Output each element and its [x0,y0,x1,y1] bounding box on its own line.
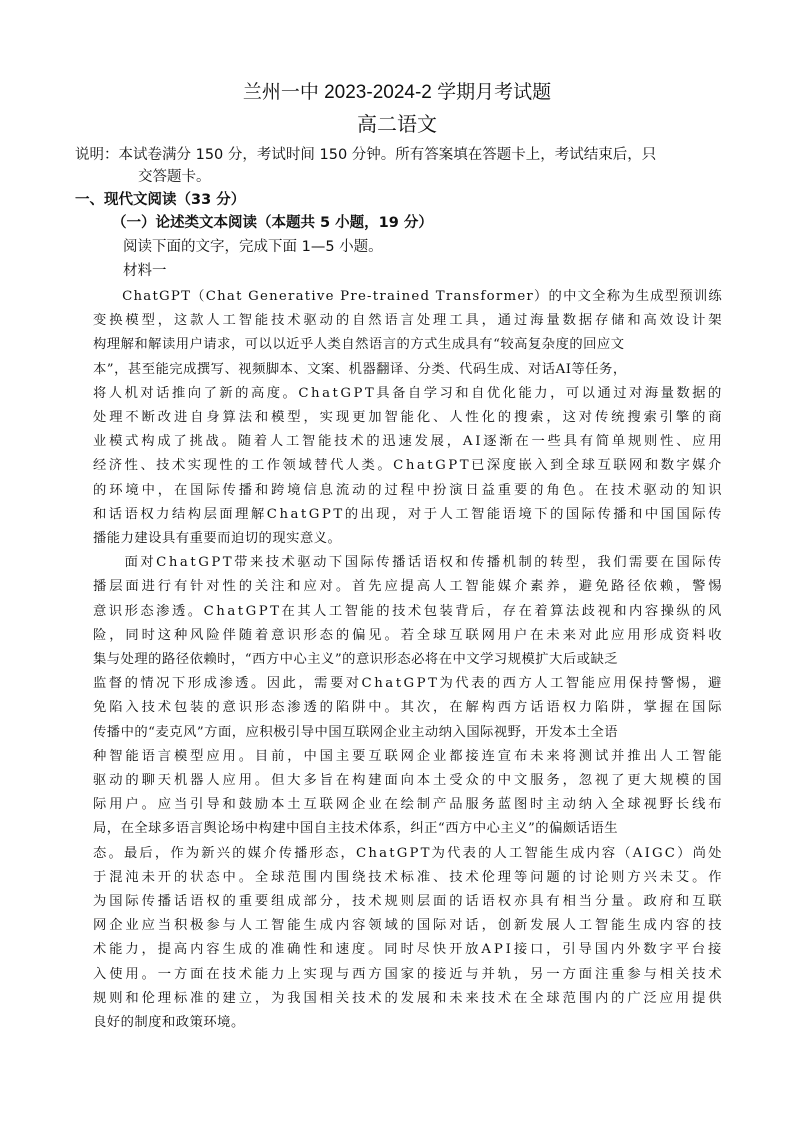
body-line: 为国际传播话语权的重要组成部分，技术规则层面的话语权亦具有相当分量。政府和互联 [93,894,725,909]
body-line: ChatGPT（Chat Generative Pre-trained Transformer）的中文全称为生成型预训练 [93,289,723,304]
body-line: 种智能语言模型应用。目前，中国主要互联网企业都接连宣布未来将测试并推出人工智能 [93,748,725,764]
exam-title: 兰州一中 2023-2024-2 学期月考试题 [242,82,552,103]
section-heading: 一、现代文阅读（33 分） [75,192,246,208]
material-label: 材料一 [123,263,167,279]
body-line: 意识形态渗透。ChatGPT在其人工智能的技术包装背后，存在着算法歧视和内容操纵的风 [93,603,724,619]
body-line: 良好的制度和政策环境。 [93,1015,245,1030]
section-subheading: （一）论述类文本阅读（本题共 5 小题，19 分） [112,215,433,231]
body-line: 播层面进行有针对性的关注和应对。首先应提高人工智能媒介素养，避免路径依赖，警惕 [93,579,725,595]
body-line: 构理解和解读用户请求，可以以近乎人类自然语言的方式生成具有“较高复杂度的回应文 [93,337,625,353]
body-line: 险，同时这种风险伴随着意识形态的偏见。若全球互联网用户在未来对此应用形成资料收 [93,627,725,643]
body-line: 规则和伦理标准的建立，为我国相关技术的发展和未来技术在全球范围内的广泛应用提供 [93,990,725,1006]
body-line: 将人机对话推向了新的高度。ChatGPT具备自学习和自优化能力，可以通过对海量数据的 [93,385,724,401]
body-line: 免陷入技术包装的意识形态渗透的陷阱中。其次，在解构西方话语权力陷阱，掌握在国际 [93,700,725,716]
body-line: 驱动的聊天机器人应用。但大多旨在构建面向本土受众的中文服务，忽视了更大规模的国 [93,773,725,788]
body-line: 和话语权力结构层面理解ChatGPT的出现，对于人工智能语境下的国际传播和中国国际传 [93,506,724,522]
body-line: 集与处理的路径依赖时，“西方中心主义”的意识形态必将在中文学习规模扩大后或缺乏 [93,652,619,667]
body-line: 本”，甚至能完成撰写、视频脚本、文案、机器翻译、分类、代码生成、对话AI等任务， [93,361,627,377]
body-line: 处理不断改进自身算法和模型，实现更加智能化、人性化的搜索，这对传统搜索引擎的商 [93,410,725,425]
instructions-line-2: 交答题卡。 [138,169,211,185]
reading-prompt: 阅读下面的文字，完成下面 1—5 小题。 [123,239,383,255]
body-line: 网企业应当积极参与人工智能生成内容领域的国际对话，创新发展人工智能生成内容的技 [93,918,725,934]
body-line: 入使用。一方面在技术能力上实现与西方国家的接近与并轨，另一方面注重参与相关技术 [93,966,725,982]
body-line: 业模式构成了挑战。随着人工智能技术的迅速发展，AI逐渐在一些具有简单规则性、应用 [93,434,725,450]
body-line: 态。最后，作为新兴的媒介传播形态，ChatGPT为代表的人工智能生成内容（AIGC）尚处 [93,845,724,861]
body-line: 播能力建设具有重要而迫切的现实意义。 [93,531,342,546]
exam-subtitle: 高二语文 [357,114,437,136]
body-line: 经济性、技术实现性的工作领域替代人类。ChatGPT已深度嵌入到全球互联网和数字媒介 [93,458,724,474]
body-line: 局，在全球多语言舆论场中构建中国自主技术体系，纠正“西方中心主义”的偏颇话语生 [93,821,619,837]
instructions-line-1: 说明：本试卷满分 150 分，考试时间 150 分钟。所有答案填在答题卡上，考试结束后，只 [75,147,657,163]
body-line: 术能力，提高内容生成的准确性和速度。同时尽快开放API接口，引导国内外数字平台接 [93,942,725,958]
body-line: 监督的情况下形成渗透。因此，需要对ChatGPT为代表的西方人工智能应用保持警惕，避 [93,676,724,692]
body-line: 面对ChatGPT带来技术驱动下国际传播话语权和传播机制的转型，我们需要在国际传 [93,555,724,571]
body-line: 际用户。应当引导和鼓励本土互联网企业在绘制产品服务蓝图时主动纳入全球视野长线布 [93,797,725,813]
body-line: 变换模型，这款人工智能技术驱动的自然语言处理工具，通过海量数据存储和高效设计架 [93,313,725,329]
body-line: 的环境中，在国际传播和跨境信息流动的过程中扮演日益重要的角色。在技术驱动的知识 [93,482,725,498]
body-line: 传播中的“麦克风”方面，应积极引导中国互联网企业主动纳入国际视野，开发本土全语 [93,724,619,740]
body-line: 于混沌未开的状态中。全球范围内围绕技术标准、技术伦理等问题的讨论则方兴未艾。作 [93,869,725,885]
